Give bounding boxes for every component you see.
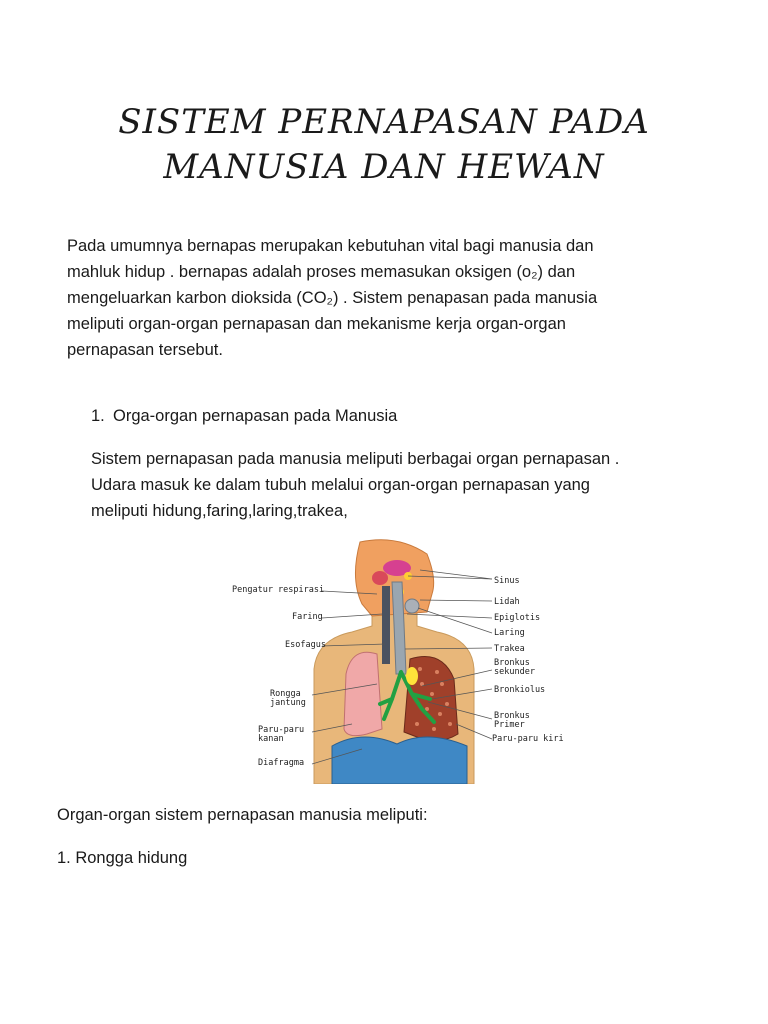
- intro-line: Pada umumnya bernapas merupakan kebutuhan vital bagi manusia dan: [67, 237, 594, 255]
- label-bronkus-sekunder-2: sekunder: [494, 667, 535, 677]
- section-number: 1.: [91, 407, 105, 425]
- title-line-2: MANUSIA DAN HEWAN: [163, 147, 605, 187]
- label-laring: Laring: [494, 628, 525, 638]
- label-paru-kiri: Paru-paru kiri: [492, 734, 564, 744]
- section-body-line: Udara masuk ke dalam tubuh melalui organ-organ pernapasan yang: [91, 476, 590, 494]
- label-paru-kanan-2: kanan: [258, 734, 284, 744]
- label-sinus: Sinus: [494, 576, 520, 586]
- label-rongga-jantung-2: jantung: [270, 698, 306, 708]
- label-faring: Faring: [292, 612, 323, 622]
- heart-area-shape: [406, 667, 418, 685]
- section-body-line: meliputi hidung,faring,laring,trakea,: [91, 502, 348, 520]
- closing-sentence: Organ-organ sistem pernapasan manusia meliputi:: [57, 806, 428, 824]
- label-lidah: Lidah: [494, 597, 520, 607]
- label-paru-kanan-1: Paru-paru: [258, 725, 305, 735]
- respiratory-diagram-svg: [222, 534, 566, 784]
- intro-line: mengeluarkan karbon dioksida (CO₂) . Sistem penapasan pada manusia: [67, 289, 598, 307]
- section-heading: [91, 403, 397, 429]
- label-esofagus: Esofagus: [285, 640, 326, 650]
- intro-line: meliputi organ-organ pernapasan dan mekanisme kerja organ-organ: [67, 315, 566, 333]
- esophagus-shape: [382, 586, 390, 664]
- title-line-1: SISTEM PERNAPASAN PADA: [118, 102, 650, 142]
- label-bronkus-primer-2: Primer: [494, 720, 525, 730]
- label-bronkus-primer-1: Bronkus: [494, 711, 530, 721]
- right-lung-shape: [344, 652, 382, 735]
- label-pengatur-respirasi: Pengatur respirasi: [232, 585, 325, 595]
- page-title: [0, 100, 768, 190]
- intro-paragraph: [67, 233, 707, 363]
- label-bronkiolus: Bronkiolus: [494, 685, 546, 695]
- label-trakea: Trakea: [494, 644, 525, 654]
- label-bronkus-sekunder-1: Bronkus: [494, 658, 530, 668]
- section-heading-text: Orga-organ pernapasan pada Manusia: [113, 407, 398, 425]
- list-item-rongga-hidung: 1. Rongga hidung: [57, 849, 188, 867]
- brain-region-shape: [372, 571, 388, 585]
- intro-line: pernapasan tersebut.: [67, 341, 223, 359]
- respiratory-diagram: [222, 534, 566, 784]
- label-diafragma: Diafragma: [258, 758, 305, 768]
- larynx-shape: [405, 599, 419, 613]
- section-body-line: Sistem pernapasan pada manusia meliputi berbagai organ pernapasan .: [91, 450, 620, 468]
- label-epiglotis: Epiglotis: [494, 613, 541, 623]
- section-body: [91, 446, 711, 524]
- diaphragm-shape: [332, 737, 467, 784]
- intro-line: mahluk hidup . bernapas adalah proses memasukan oksigen (o₂) dan: [67, 263, 576, 281]
- label-rongga-jantung-1: Rongga: [270, 689, 301, 699]
